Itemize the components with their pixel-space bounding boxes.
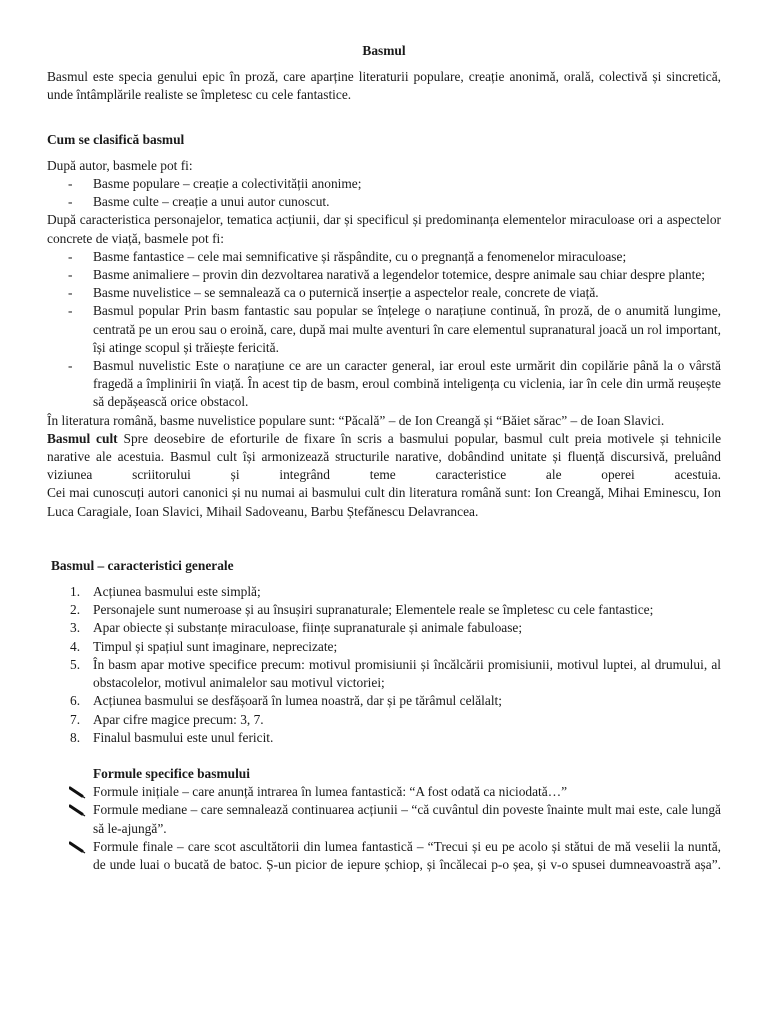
caracteristici-list [47,583,721,747]
section-heading-caracteristici: Basmul – caracteristici generale [51,557,234,573]
basm-cult-text: Spre deosebire de eforturile de fixare în scris a basmului popular, basmul cult preia motivele și tehnicile narative ale acestuia. Basmul cult își armonizează structurile narative, dobândind unitate și fluență discursivă, preluând viziunea scriitorului și integrând teme caracteristice ale operei acestuia. [47,430,722,483]
basm-cult-paragraph [47,430,721,485]
list-item: - Basme nuvelistice – se semnalează ca o puternică inserție a aspectelor reale, concrete de viață. [68,285,599,301]
list-item: 4. Timpul și spațiul sunt imaginare, neprecizate; [70,638,338,654]
dupa-caracteristica-text: După caracteristica personajelor, tematica acțiunii, dar și specificul și predominanța elementelor miraculoase ori a aspectelor concrete de viață, basmele pot fi: [47,212,721,246]
dupa-autor-text: După autor, basmele pot fi: [47,157,193,173]
formule-list [47,783,721,874]
list-item: Formule inițiale – care anunță intrarea în lumea fantastică: “A fost odată ca niciodată…” [47,783,721,801]
list-item: - Basme animaliere – provin din dezvoltarea narativă a legendelor totemice, despre animale sau chiar despre plante; [68,267,705,283]
list-item: 6. Acțiunea basmului se desfășoară în lumea noastră, dar și pe tărâmul celălalt; [70,693,503,709]
autor-list [47,175,721,211]
list-item: - Basmul popular Prin basm fantastic sau popular se înțelege o narațiune continuă, în proză, de o anumită lungime, centrată pe un erou sau o eroină, care, după mai multe aventuri în care elementul supranatural joacă un rol important, își atinge scopul și trăiește fericită. [68,303,721,355]
page-title: Basmul [362,43,406,58]
intro-paragraph: Basmul este specia genului epic în proză, care aparține literaturii populare, creație anonimă, orală, colectivă și sincretică, unde întâmplările realiste se împletesc cu cele fantastice. [47,69,721,103]
autori-text: Cei mai cunoscuți autori canonici și nu numai ai basmului cult din literatura română sunt: Ion Creangă, Mihai Eminescu, Ion Luca Caragiale, Ioan Slavici, Mihail Sadoveanu, Barbu Ștefănescu Delavrancea. [47,485,721,519]
basm-cult-label: Basmul cult [47,430,118,446]
literatura-romana-text: În literatura română, basme nuvelistice populare sunt: “Păcală” – de Ion Creangă și “Băiet sărac” – de Ioan Slavici. [47,412,665,428]
list-item: 7. Apar cifre magice precum: 3, 7. [70,711,264,727]
section-heading-clasificare: Cum se clasifică basmul [47,131,185,147]
list-item: 5. În basm apar motive specifice precum: motivul promisiunii și încălcării promisiunii, motivul luptei, al drumului, al obstacolelor, motivul animalelor sau motivul victoriei; [70,656,721,691]
list-item: - Basme culte – creație a unui autor cunoscut. [68,194,330,210]
section-heading-formule: Formule specifice basmului [93,765,250,781]
list-item: - Basmul nuvelistic Este o narațiune ce are un caracter general, iar eroul este urmărit din copilărie până la o vârstă fragedă a împlinirii în viață. În acest tip de basm, eroul combină inteligența cu viclenia, iar în cele din urmă reușește să depășească orice obstacol. [68,358,721,410]
pen-bullet-icon [69,785,87,799]
list-item: 2. Personajele sunt numeroase și au însușiri supranaturale; Elementele reale se împletesc cu cele fantastice; [70,602,654,618]
list-item: - Basme fantastice – cele mai semnificative și răspândite, cu o pregnanță a fenomenelor miraculoase; [68,248,627,264]
pen-bullet-icon [69,840,87,854]
list-item: - Basme populare – creație a colectivității anonime; [68,176,362,192]
list-item: Formule finale – care scot ascultătorii din lumea fantastică – “Trecui și eu pe acolo și stătui de mă veselii la nuntă, de unde luai o bucată de batoc. Ș-un picior de iepure șchiop, și încălecai p-o șea, și v-o spusei dumneavoastră așa”. [47,838,721,874]
pen-bullet-icon [69,803,87,817]
list-item: 1. Acțiunea basmului este simplă; [70,584,261,600]
document-content [47,42,721,874]
list-item: 3. Apar obiecte și substanțe miraculoase, ființe supranaturale și animale fabuloase; [70,620,523,636]
list-item: 8. Finalul basmului este unul fericit. [70,729,274,745]
list-item: Formule mediane – care semnalează continuarea acțiunii – “că cuvântul din poveste înainte mult mai este, cale lungă să le-ajungă”. [47,801,721,837]
caracteristica-list [47,248,721,412]
